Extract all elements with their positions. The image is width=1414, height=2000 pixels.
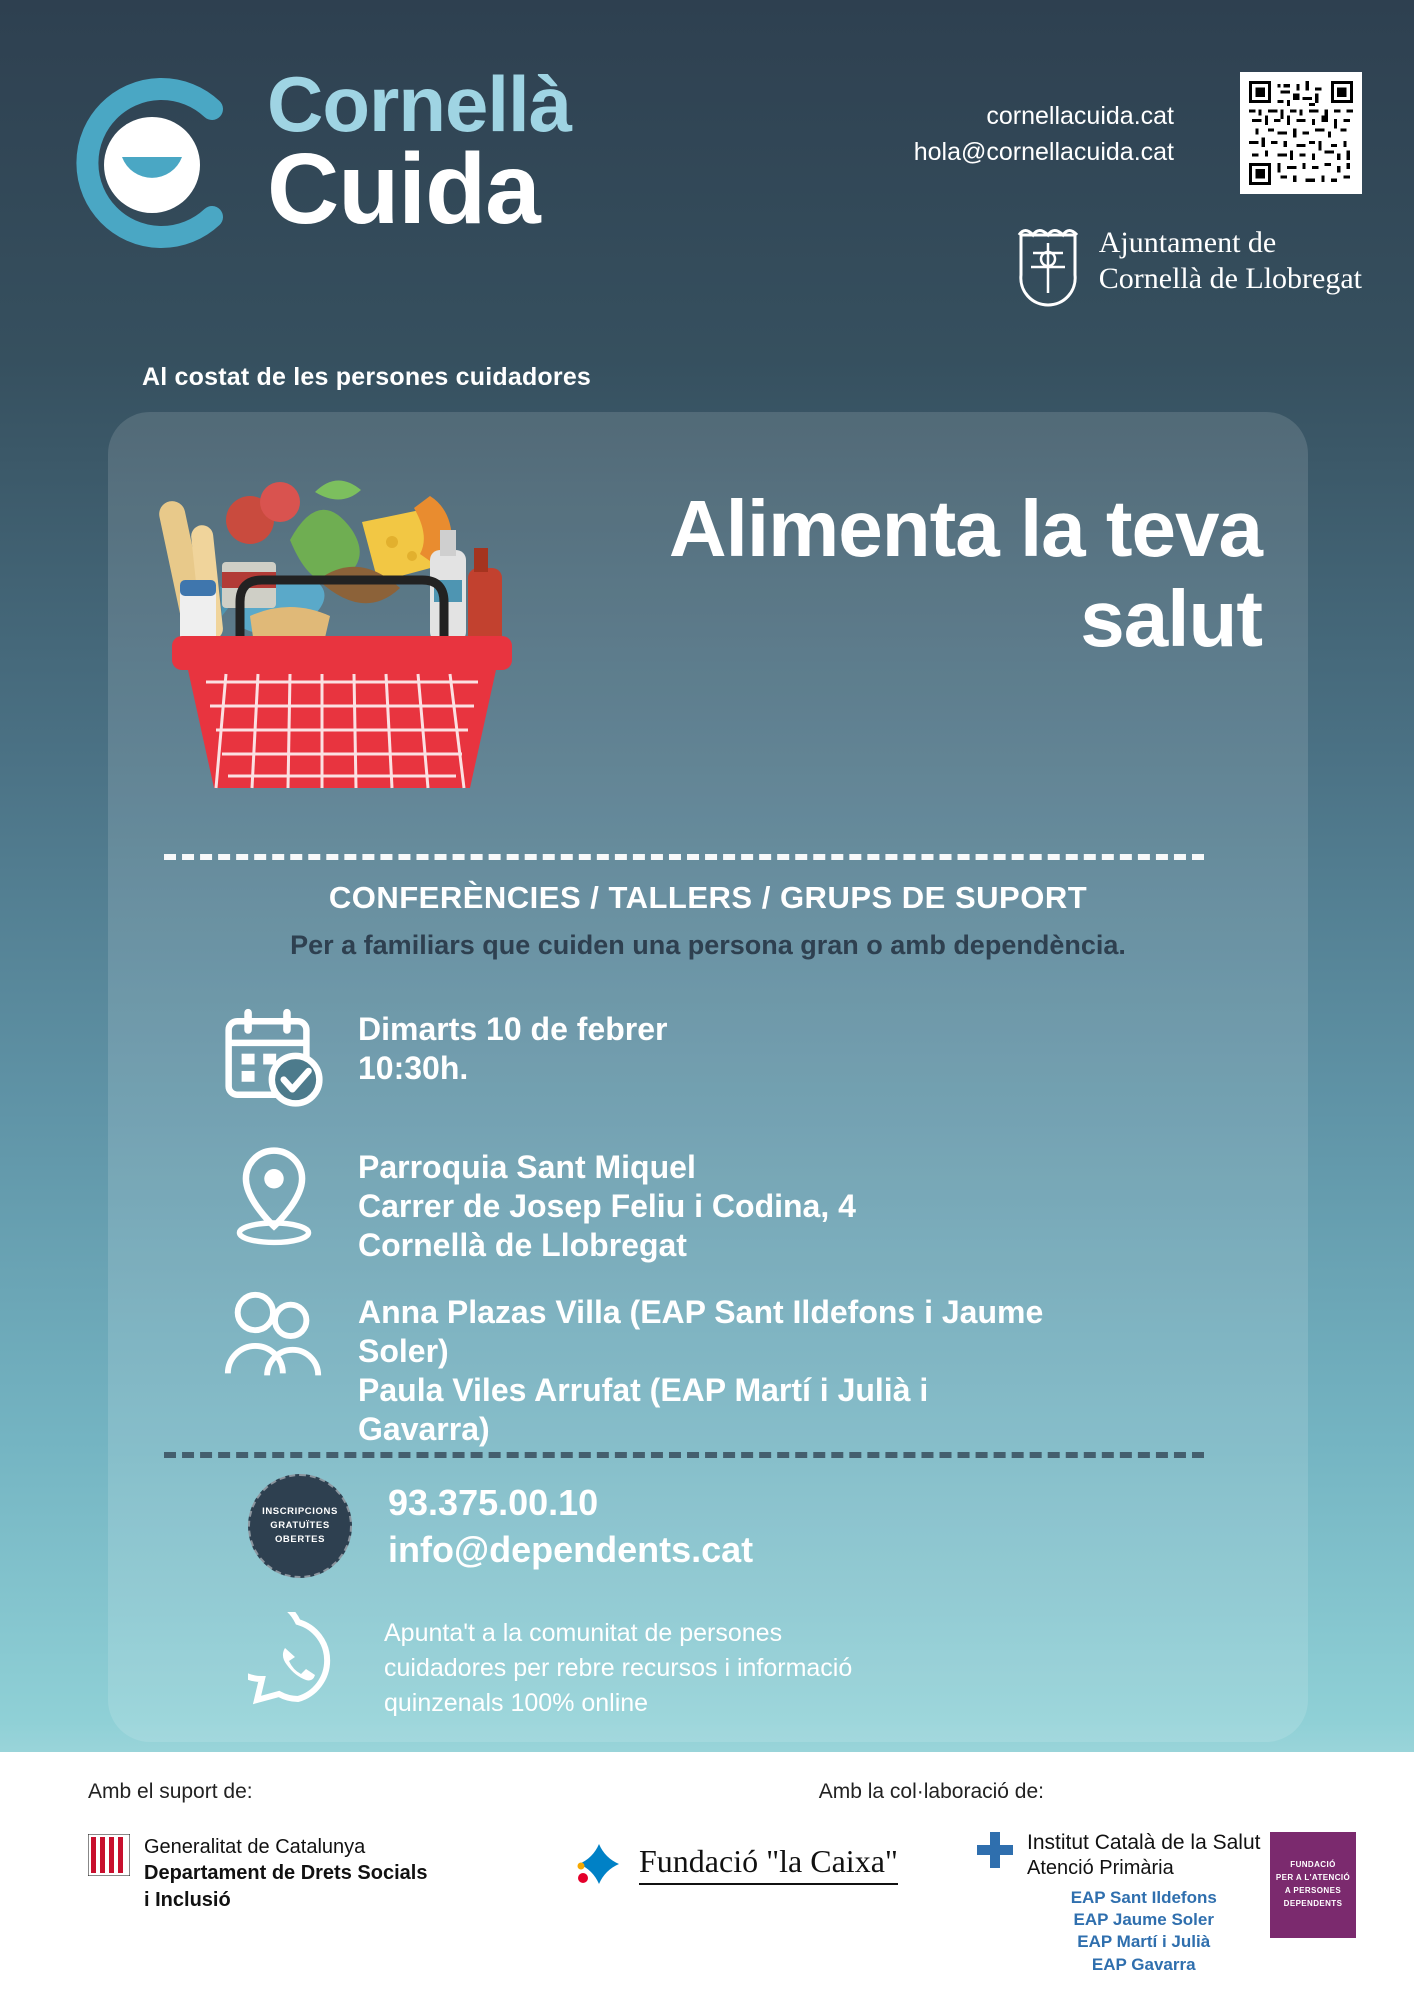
shopping-basket-with-food-icon bbox=[130, 430, 550, 830]
date-text bbox=[358, 1004, 667, 1088]
header-email[interactable]: hola@cornellacuida.cat bbox=[913, 138, 1174, 167]
cornella-coat-of-arms-icon bbox=[1011, 215, 1085, 307]
ics-eap-list bbox=[1027, 1887, 1260, 1975]
registration-email[interactable]: info@dependents.cat bbox=[388, 1528, 754, 1570]
ics-eap-item: EAP Martí i Julià bbox=[1077, 1932, 1211, 1952]
generalitat-catalunya-mark-icon bbox=[88, 1834, 130, 1876]
map-pin-icon bbox=[220, 1142, 328, 1250]
support-label: Amb el suport de: bbox=[88, 1780, 253, 1803]
gencat-line-3: i Inclusió bbox=[144, 1888, 231, 1911]
place-line-2: Carrer de Josep Feliu i Codina, 4 bbox=[358, 1188, 856, 1225]
fpd-line-3: A PERSONES bbox=[1284, 1886, 1342, 1895]
poster-footer bbox=[0, 1752, 1414, 2000]
poster-subtitle: CONFERÈNCIES / TALLERS / GRUPS DE SUPORT bbox=[328, 880, 1088, 915]
calendar-check-icon bbox=[220, 1004, 328, 1112]
info-row-date bbox=[220, 1004, 667, 1112]
ics-logo bbox=[975, 1830, 1260, 1976]
poster-headline: Alimenta la teva salut bbox=[668, 484, 1262, 663]
lacaixa-logo bbox=[575, 1840, 898, 1888]
generalitat-logo bbox=[88, 1834, 427, 1913]
collaboration-label: Amb la col·laboració de: bbox=[818, 1780, 1044, 1803]
info-row-speakers bbox=[220, 1287, 1058, 1449]
ics-eap-item: EAP Jaume Soler bbox=[1073, 1910, 1214, 1930]
info-row-place bbox=[220, 1142, 856, 1265]
header-website[interactable]: cornellacuida.cat bbox=[986, 102, 1174, 130]
ics-cross-icon bbox=[975, 1830, 1015, 1870]
stamp-line-2: GRATUÏTES bbox=[270, 1520, 330, 1532]
whatsapp-block bbox=[248, 1612, 904, 1721]
stamp-line-1: INSCRIPCIONS bbox=[262, 1506, 338, 1518]
generalitat-text bbox=[144, 1834, 427, 1913]
speaker-line-2: Paula Viles Arrufat (EAP Martí i Julià i Gavarra) bbox=[358, 1372, 929, 1448]
lacaixa-text: Fundació "la Caixa" bbox=[639, 1843, 898, 1885]
lacaixa-star-icon bbox=[575, 1840, 623, 1888]
fpd-line-4: DEPENDENTS bbox=[1283, 1898, 1343, 1908]
ics-text bbox=[1027, 1830, 1260, 1976]
ajuntament-line-1: Ajuntament de bbox=[1098, 226, 1277, 259]
speakers-text bbox=[358, 1287, 1058, 1449]
fundacio-dependents-logo bbox=[1270, 1832, 1356, 1938]
header-contact bbox=[914, 98, 1174, 171]
brand-block bbox=[62, 55, 782, 391]
registration-phone[interactable]: 93.375.00.10 bbox=[388, 1482, 599, 1523]
place-text bbox=[358, 1142, 856, 1265]
gencat-line-2: Departament de Drets Socials bbox=[144, 1862, 428, 1885]
poster-subtitle-secondary: Per a familiars que cuiden una persona gran o amb dependència. bbox=[290, 930, 1126, 960]
ajuntament-logo bbox=[1011, 215, 1362, 307]
speaker-line-1: Anna Plazas Villa (EAP Sant Ildefons i Jaume Soler) bbox=[358, 1294, 1044, 1370]
divider-bottom bbox=[164, 1452, 1204, 1458]
poster-header bbox=[0, 0, 1414, 390]
stamp-line-3: OBERTES bbox=[274, 1533, 326, 1545]
main-content-card bbox=[108, 412, 1308, 1742]
whatsapp-text: Apunta't a la comunitat de persones cuidadores per rebre recursos i informació quinzenals 100% online bbox=[384, 1619, 853, 1717]
registration-contact bbox=[388, 1474, 753, 1574]
registration-stamp bbox=[248, 1474, 352, 1578]
date-line-1: Dimarts 10 de febrer bbox=[358, 1011, 668, 1047]
ics-eap-item: EAP Gavarra bbox=[1091, 1954, 1196, 1974]
fpd-line-1: FUNDACIÓ bbox=[1290, 1860, 1336, 1870]
fpd-line-2: PER A L'ATENCIÓ bbox=[1275, 1873, 1351, 1883]
whatsapp-icon[interactable] bbox=[248, 1612, 348, 1712]
ics-line-1: Institut Català de la Salut bbox=[1027, 1831, 1261, 1854]
ajuntament-line-2: Cornellà de Llobregat bbox=[1098, 262, 1362, 295]
gencat-line-1: Generalitat de Catalunya bbox=[144, 1836, 366, 1858]
place-line-3: Cornellà de Llobregat bbox=[358, 1227, 687, 1264]
brand-line-2: Cuida bbox=[267, 132, 540, 245]
two-people-icon bbox=[220, 1287, 328, 1385]
brand-tagline: Al costat de les persones cuidadores bbox=[142, 363, 592, 391]
qr-code-icon[interactable] bbox=[1240, 72, 1362, 194]
brand-line-1: Cornellà bbox=[267, 60, 572, 148]
divider-top bbox=[164, 854, 1204, 860]
ics-eap-item: EAP Sant Ildefons bbox=[1070, 1888, 1217, 1908]
date-line-2: 10:30h. bbox=[358, 1050, 469, 1087]
cornella-cuida-c-smile-logo bbox=[62, 73, 242, 253]
ics-line-2: Atenció Primària bbox=[1027, 1857, 1174, 1880]
registration-block bbox=[248, 1474, 753, 1578]
place-line-1: Parroquia Sant Miquel bbox=[358, 1149, 696, 1185]
